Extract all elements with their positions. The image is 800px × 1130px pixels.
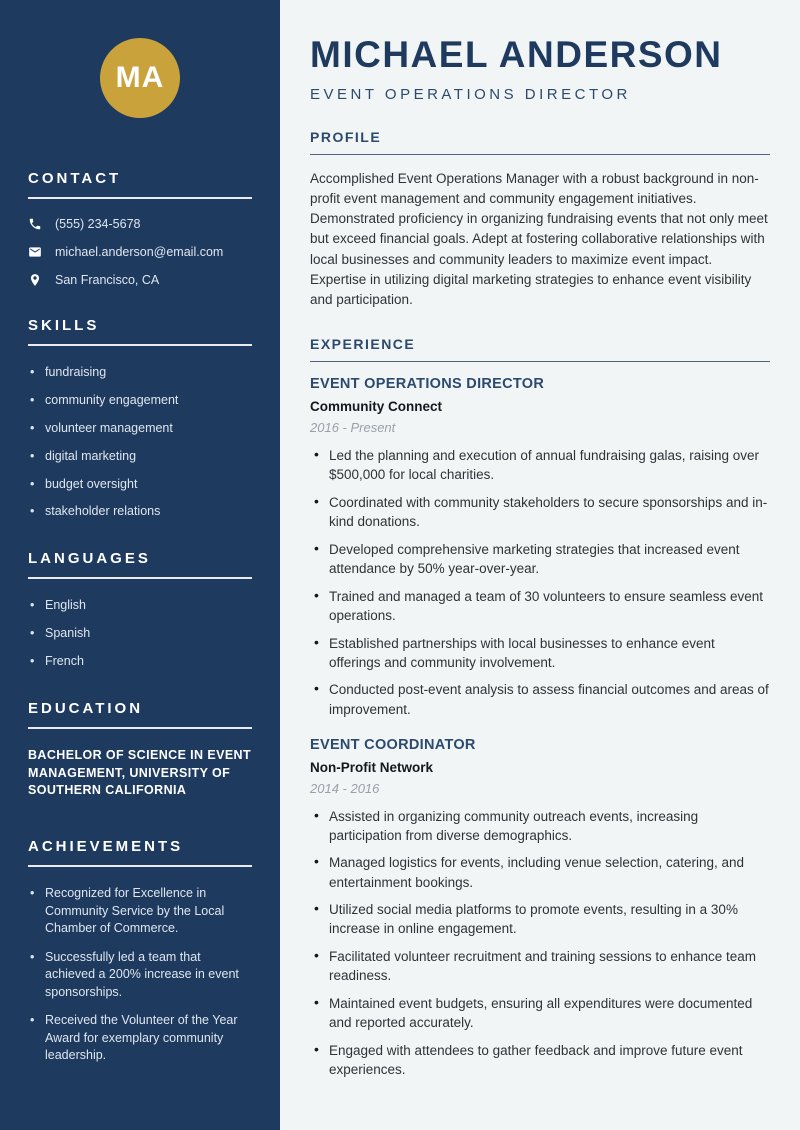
job-bullet: • Conducted post-event analysis to assess financial outcomes and areas of improvement. <box>310 680 770 718</box>
job-bullets <box>310 446 770 718</box>
job-bullet: • Managed logistics for events, including venue selection, catering, and entertainment bookings. <box>310 853 770 891</box>
contact-phone-row <box>28 217 252 231</box>
person-title: EVENT OPERATIONS DIRECTOR <box>310 85 631 103</box>
skill-item: • volunteer management <box>28 420 252 437</box>
education-heading: EDUCATION <box>28 700 252 729</box>
language-item: • French <box>28 653 252 670</box>
skill-item: • community engagement <box>28 392 252 409</box>
degree-text: BACHELOR OF SCIENCE IN EVENT MANAGEMENT, UNIVERSITY OF SOUTHERN CALIFORNIA <box>28 747 252 798</box>
job-dates: 2014 - 2016 <box>310 780 380 796</box>
location-icon <box>28 273 42 287</box>
contact-email-row <box>28 245 252 259</box>
language-item: • Spanish <box>28 625 252 642</box>
languages-section <box>28 550 252 670</box>
job-bullet: • Maintained event budgets, ensuring all expenditures were documented and reported accurately. <box>310 994 770 1032</box>
email-address: michael.anderson@email.com <box>55 245 224 259</box>
phone-number: (555) 234-5678 <box>55 217 141 231</box>
job-role: EVENT OPERATIONS DIRECTOR <box>310 376 545 393</box>
job-entry <box>310 376 770 718</box>
job-bullet: • Led the planning and execution of annual fundraising galas, raising over $500,000 for local charities. <box>310 446 770 484</box>
job-bullet: • Facilitated volunteer recruitment and training sessions to enhance team readiness. <box>310 947 770 985</box>
skill-item: • budget oversight <box>28 476 252 493</box>
achievements-section <box>28 838 252 1065</box>
job-bullet: • Utilized social media platforms to promote events, resulting in a 30% increase in online engagement. <box>310 900 770 938</box>
achievement-item: • Recognized for Excellence in Community Service by the Local Chamber of Commerce. <box>28 885 252 938</box>
email-icon <box>28 245 42 259</box>
job-bullet: • Assisted in organizing community outreach events, increasing participation from diverse demographics. <box>310 807 770 845</box>
job-bullet: • Established partnerships with local businesses to enhance event offerings and community involvement. <box>310 634 770 672</box>
job-bullets <box>310 807 770 1079</box>
location-text: San Francisco, CA <box>55 273 160 287</box>
skills-list <box>28 364 252 520</box>
job-bullet: • Engaged with attendees to gather feedback and improve future event experiences. <box>310 1041 770 1079</box>
main-content <box>280 0 800 1130</box>
achievement-item: • Successfully led a team that achieved a 200% increase in event sponsorships. <box>28 949 252 1002</box>
contact-location-row <box>28 273 252 287</box>
job-company: Non-Profit Network <box>310 759 433 775</box>
skill-item: • fundraising <box>28 364 252 381</box>
sidebar <box>0 0 280 1130</box>
languages-list <box>28 597 252 670</box>
avatar: MA <box>100 38 180 118</box>
phone-icon <box>28 217 42 231</box>
contact-heading: CONTACT <box>28 170 252 199</box>
education-section <box>28 700 252 800</box>
job-entry <box>310 737 770 1079</box>
achievements-list <box>28 885 252 1065</box>
profile-heading: PROFILE <box>310 129 770 155</box>
experience-heading: EXPERIENCE <box>310 336 770 362</box>
job-bullet: • Coordinated with community stakeholders to secure sponsorships and in-kind donations. <box>310 493 770 531</box>
language-item: • English <box>28 597 252 614</box>
skills-section <box>28 317 252 520</box>
profile-text: Accomplished Event Operations Manager with a robust background in non-profit event management and community engagement initiatives. Demonstrated proficiency in organizing fundraising events that not only meet but exceed financial goals. Adept at fostering collaborative relationships with local businesses and community leaders to maximize event impact. Expertise in utilizing digital marketing strategies to enhance event visibility and participation. <box>310 170 768 308</box>
skills-heading: SKILLS <box>28 317 252 346</box>
job-company: Community Connect <box>310 399 443 415</box>
person-name: MICHAEL ANDERSON <box>310 34 723 75</box>
job-role: EVENT COORDINATOR <box>310 736 476 753</box>
achievement-item: • Received the Volunteer of the Year Award for exemplary community leadership. <box>28 1012 252 1065</box>
languages-heading: LANGUAGES <box>28 550 252 579</box>
experience-section <box>310 336 770 1079</box>
achievements-heading: ACHIEVEMENTS <box>28 838 252 867</box>
job-bullet: • Trained and managed a team of 30 volunteers to ensure seamless event operations. <box>310 587 770 625</box>
job-dates: 2016 - Present <box>310 420 396 436</box>
skill-item: • stakeholder relations <box>28 503 252 520</box>
job-bullet: • Developed comprehensive marketing strategies that increased event attendance by 50% year-over-year. <box>310 540 770 578</box>
contact-section <box>28 170 252 287</box>
skill-item: • digital marketing <box>28 448 252 465</box>
profile-section <box>310 129 770 311</box>
